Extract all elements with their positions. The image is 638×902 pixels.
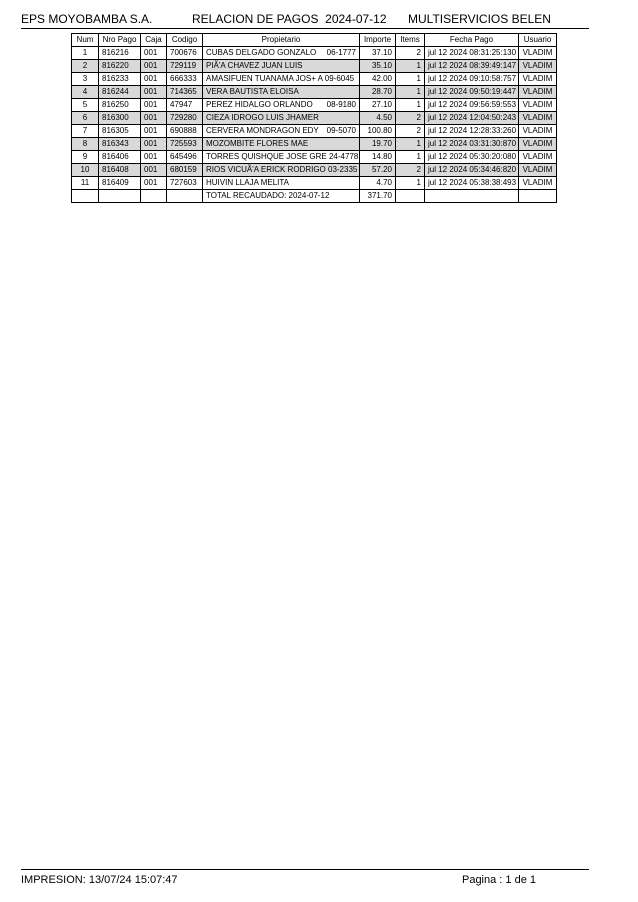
col-header-num: Num — [72, 34, 99, 47]
table-row — [72, 47, 557, 60]
cell-codigo: 680159 — [167, 164, 203, 177]
table-row — [72, 151, 557, 164]
table-row — [72, 138, 557, 151]
cell-items: 2 — [396, 47, 425, 60]
cell-propietario — [203, 47, 360, 60]
cell-propietario: VERA BAUTISTA ELOISA — [203, 86, 360, 99]
cell-propietario: TORRES QUISHQUE JOSE GRE 24-4778 — [203, 151, 360, 164]
col-header-items: Items — [396, 34, 425, 47]
owner-name: PEREZ HIDALGO ORLANDO — [206, 100, 313, 109]
cell-propietario: RIOS VICUÃ'A ERICK RODRIGO 03-2335 — [203, 164, 360, 177]
company-name: EPS MOYOBAMBA S.A. — [21, 12, 153, 26]
cell-importe: 37.10 — [360, 47, 396, 60]
cell-usuario: VLADIM — [519, 112, 557, 125]
total-empty-cell — [72, 190, 99, 203]
cell-codigo: 729119 — [167, 60, 203, 73]
total-label: TOTAL RECAUDADO: 2024-07-12 — [203, 190, 360, 203]
cell-caja: 001 — [141, 164, 167, 177]
cell-items: 1 — [396, 151, 425, 164]
cell-nro-pago: 816406 — [99, 151, 141, 164]
cell-fecha-pago: jul 12 2024 12:04:50:243 — [425, 112, 519, 125]
cell-caja: 001 — [141, 99, 167, 112]
cell-codigo: 714365 — [167, 86, 203, 99]
table-row — [72, 125, 557, 138]
print-timestamp: IMPRESION: 13/07/24 15:07:47 — [21, 874, 178, 886]
cell-num: 3 — [72, 73, 99, 86]
cell-items: 2 — [396, 164, 425, 177]
col-header-nro-pago: Nro Pago — [99, 34, 141, 47]
cell-num: 1 — [72, 47, 99, 60]
cell-codigo: 725593 — [167, 138, 203, 151]
cell-usuario: VLADIM — [519, 177, 557, 190]
cell-caja: 001 — [141, 112, 167, 125]
cell-propietario: AMASIFUEN TUANAMA JOS+ A 09-6045 — [203, 73, 360, 86]
cell-items: 1 — [396, 99, 425, 112]
total-empty-cell — [519, 190, 557, 203]
cell-nro-pago: 816300 — [99, 112, 141, 125]
footer-divider — [21, 869, 589, 870]
cell-propietario: PIÃ'A CHAVEZ JUAN LUIS — [203, 60, 360, 73]
col-header-fecha-pago: Fecha Pago — [425, 34, 519, 47]
cell-fecha-pago: jul 12 2024 09:10:58:757 — [425, 73, 519, 86]
table-row — [72, 73, 557, 86]
cell-nro-pago: 816220 — [99, 60, 141, 73]
cell-codigo: 666333 — [167, 73, 203, 86]
table-row — [72, 177, 557, 190]
cell-caja: 001 — [141, 177, 167, 190]
cell-nro-pago: 816305 — [99, 125, 141, 138]
cell-items: 1 — [396, 60, 425, 73]
table-row — [72, 60, 557, 73]
cell-codigo: 700676 — [167, 47, 203, 60]
page-indicator: Pagina : 1 de 1 — [461, 874, 536, 886]
total-empty-cell — [396, 190, 425, 203]
table-row — [72, 86, 557, 99]
cell-caja: 001 — [141, 60, 167, 73]
cell-caja: 001 — [141, 47, 167, 60]
cell-importe: 42.00 — [360, 73, 396, 86]
cell-propietario — [203, 99, 360, 112]
total-empty-cell — [425, 190, 519, 203]
cell-codigo: 47947 — [167, 99, 203, 112]
owner-ref: 06-1777 — [326, 48, 356, 57]
cell-codigo: 729280 — [167, 112, 203, 125]
cell-usuario: VLADIM — [519, 86, 557, 99]
cell-caja: 001 — [141, 125, 167, 138]
cell-codigo: 645496 — [167, 151, 203, 164]
table-header-row — [72, 34, 557, 47]
report-title: RELACION DE PAGOS 2024-07-12 — [192, 12, 387, 26]
cell-items: 1 — [396, 86, 425, 99]
total-amount: 371.70 — [360, 190, 396, 203]
cell-num: 8 — [72, 138, 99, 151]
cell-caja: 001 — [141, 86, 167, 99]
owner-name: CERVERA MONDRAGON EDY — [206, 126, 319, 135]
cell-num: 11 — [72, 177, 99, 190]
payments-table — [71, 33, 557, 203]
cell-fecha-pago: jul 12 2024 09:50:19:447 — [425, 86, 519, 99]
cell-nro-pago: 816250 — [99, 99, 141, 112]
cell-usuario: VLADIM — [519, 99, 557, 112]
cell-nro-pago: 816408 — [99, 164, 141, 177]
cell-fecha-pago: jul 12 2024 08:31:25:130 — [425, 47, 519, 60]
cell-nro-pago: 816343 — [99, 138, 141, 151]
cell-fecha-pago: jul 12 2024 03:31:30:870 — [425, 138, 519, 151]
cell-caja: 001 — [141, 73, 167, 86]
cell-num: 7 — [72, 125, 99, 138]
cell-items: 1 — [396, 138, 425, 151]
cell-propietario: HUIVIN LLAJA MELITA — [203, 177, 360, 190]
cell-fecha-pago: jul 12 2024 05:30:20:080 — [425, 151, 519, 164]
owner-ref: 08-9180 — [326, 100, 356, 109]
col-header-codigo: Codigo — [167, 34, 203, 47]
cell-fecha-pago: jul 12 2024 12:28:33:260 — [425, 125, 519, 138]
total-empty-cell — [167, 190, 203, 203]
cell-caja: 001 — [141, 138, 167, 151]
total-empty-cell — [141, 190, 167, 203]
col-header-importe: Importe — [360, 34, 396, 47]
cell-num: 4 — [72, 86, 99, 99]
cell-num: 9 — [72, 151, 99, 164]
cell-fecha-pago: jul 12 2024 05:34:46:820 — [425, 164, 519, 177]
cell-num: 10 — [72, 164, 99, 177]
table-row — [72, 99, 557, 112]
cell-usuario: VLADIM — [519, 138, 557, 151]
cell-fecha-pago: jul 12 2024 08:39:49:147 — [425, 60, 519, 73]
cell-importe: 27.10 — [360, 99, 396, 112]
table-row — [72, 164, 557, 177]
col-header-propietario: Propietario — [203, 34, 360, 47]
cell-importe: 14.80 — [360, 151, 396, 164]
col-header-usuario: Usuario — [519, 34, 557, 47]
cell-num: 6 — [72, 112, 99, 125]
cell-nro-pago: 816244 — [99, 86, 141, 99]
cell-usuario: VLADIM — [519, 60, 557, 73]
cell-nro-pago: 816409 — [99, 177, 141, 190]
cell-importe: 4.70 — [360, 177, 396, 190]
cell-caja: 001 — [141, 151, 167, 164]
total-row — [72, 190, 557, 203]
cell-nro-pago: 816216 — [99, 47, 141, 60]
cell-propietario — [203, 125, 360, 138]
cell-items: 2 — [396, 112, 425, 125]
cell-codigo: 690888 — [167, 125, 203, 138]
header-divider — [21, 28, 589, 29]
cell-propietario: CIEZA IDROGO LUIS JHAMER — [203, 112, 360, 125]
cell-usuario: VLADIM — [519, 125, 557, 138]
cell-usuario: VLADIM — [519, 47, 557, 60]
cell-propietario: MOZOMBITE FLORES MAE — [203, 138, 360, 151]
owner-ref: 09-5070 — [326, 126, 356, 135]
col-header-caja: Caja — [141, 34, 167, 47]
cell-num: 5 — [72, 99, 99, 112]
cell-fecha-pago: jul 12 2024 05:38:38:493 — [425, 177, 519, 190]
cell-importe: 57.20 — [360, 164, 396, 177]
cell-usuario: VLADIM — [519, 73, 557, 86]
cell-items: 1 — [396, 177, 425, 190]
cell-importe: 35.10 — [360, 60, 396, 73]
cell-fecha-pago: jul 12 2024 09:56:59:553 — [425, 99, 519, 112]
cell-importe: 4.50 — [360, 112, 396, 125]
cell-importe: 100.80 — [360, 125, 396, 138]
total-empty-cell — [99, 190, 141, 203]
cell-nro-pago: 816233 — [99, 73, 141, 86]
owner-name: CUBAS DELGADO GONZALO — [206, 48, 317, 57]
cell-usuario: VLADIM — [519, 151, 557, 164]
cell-importe: 19.70 — [360, 138, 396, 151]
cell-codigo: 727603 — [167, 177, 203, 190]
cell-num: 2 — [72, 60, 99, 73]
office-name: MULTISERVICIOS BELEN — [408, 12, 551, 26]
cell-importe: 28.70 — [360, 86, 396, 99]
cell-items: 2 — [396, 125, 425, 138]
cell-items: 1 — [396, 73, 425, 86]
cell-usuario: VLADIM — [519, 164, 557, 177]
table-row — [72, 112, 557, 125]
